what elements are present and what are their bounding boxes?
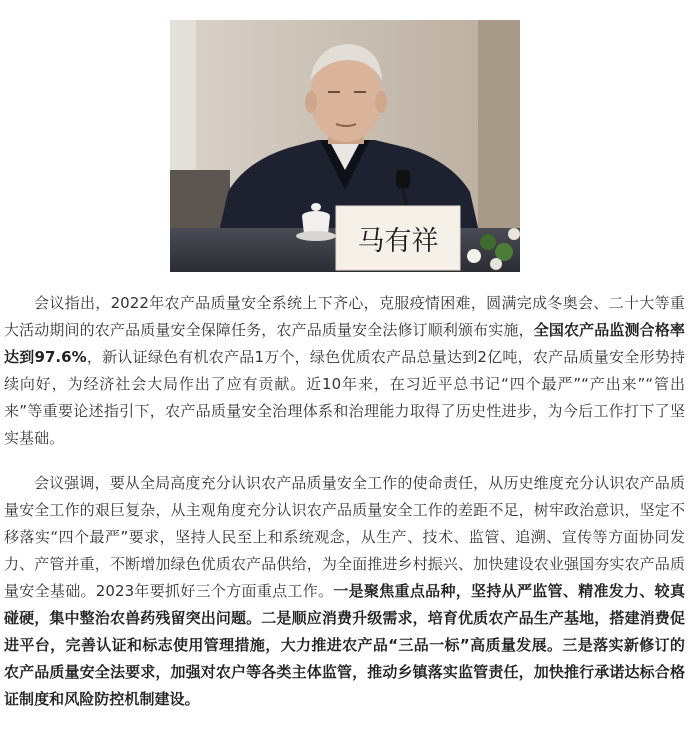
nameplate-text: 马有祥 xyxy=(357,226,439,257)
article-photo xyxy=(170,20,520,272)
paragraph-meeting-emphasized xyxy=(4,470,685,714)
paragraph-bold-text: 全国农产品监测合格率达到97.6% xyxy=(4,321,685,367)
paragraph-text: 会议指出，2022年农产品质量安全系统上下齐心，克服疫情困难，圆满完成冬奥会、二十大等重大活动期间的农产品质量安全保障任务，农产品质量安全法修订顺利颁布实施， xyxy=(4,294,685,340)
paragraph-text: ，新认证绿色有机农产品1万个，绿色优质农产品总量达到2亿吨，农产品质量安全形势持续向好，为经济社会大局作出了应有贡献。近10年来，在习近平总书记“四个最严”“产出来”“管出来”等重要论述指引下，农产品质量安全治理体系和治理能力取得了历史性进步，为今后工作打下了坚实基础。 xyxy=(4,348,685,448)
paragraph-bold-text: 一是聚焦重点品种，坚持从严监管、精准发力、较真碰硬，集中整治农兽药残留突出问题。二是顺应消费升级需求，培育优质农产品生产基地，搭建消费促进平台，完善认证和标志使用管理措施，大力推进农产品“三品一标”高质量发展。三是落实新修订的农产品质量安全法要求，加强对农户等各类主体监管，推动乡镇落实监管责任，加快推行承诺达标合格证制度和风险防控机制建设。 xyxy=(4,581,686,709)
paragraph-text: 会议强调，要从全局高度充分认识农产品质量安全工作的使命责任，从历史维度充分认识农产品质量安全工作的艰巨复杂，从主观角度充分认识农产品质量安全工作的差距不足，树牢政治意识，坚定不移落实“四个最严”要求，坚持人民至上和系统观念，从生产、技术、监管、追溯、宣传等方面协同发力、产管并重，不断增加绿色优质农产品供给，为全面推进乡村振兴、加快建设农业强国夯实农产品质量安全基础。2023年要抓好三个方面重点工作。 xyxy=(4,473,685,600)
article-body xyxy=(4,290,685,713)
paragraph-meeting-noted xyxy=(4,290,685,453)
